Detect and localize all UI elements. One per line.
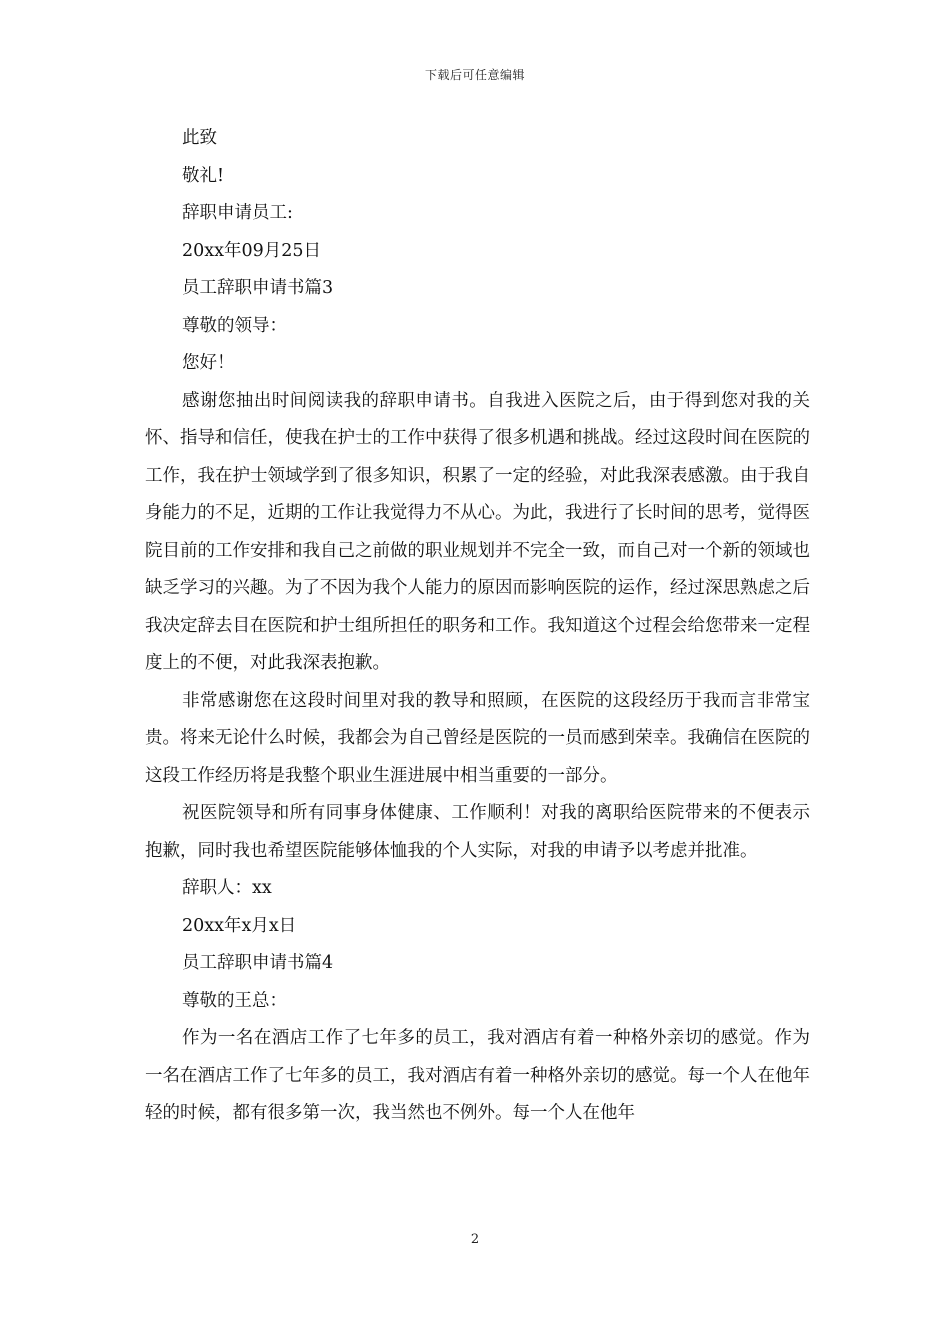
greeting-line: 尊敬的王总： <box>182 990 287 1011</box>
date-line: 20xx年09月25日 <box>182 240 322 261</box>
salutation-line: 敬礼! <box>182 165 225 186</box>
body-paragraph: 作为一名在酒店工作了七年多的员工，我对酒店有着一种格外亲切的感觉。作为一名在酒店工作了七年多的员工，我对酒店有着一种格外亲切的感觉。每一个人在他年轻的时候，都有很多第一次，我当然也不例外。每一个人在他年 <box>145 1028 810 1123</box>
closing-line: 此致 <box>182 128 217 148</box>
signature-line: 辞职人：xx <box>182 878 272 898</box>
section-title: 员工辞职申请书篇4 <box>182 953 334 973</box>
date-line: 20xx年x月x日 <box>182 915 297 936</box>
body-paragraph: 感谢您抽出时间阅读我的辞职申请书。自我进入医院之后，由于得到您对我的关怀、指导和信任，使我在护士的工作中获得了很多机遇和挑战。经过这段时间在医院的工作，我在护士领域学到了很多知识，积累了一定的经验，对此我深表感激。由于我自身能力的不足，近期的工作让我觉得力不从心。为此，我进行了长时间的思考，觉得医院目前的工作安排和我自己之前做的职业规划并不完全一致，而自己对一个新的领域也缺乏学习的兴趣。为了不因为我个人能力的原因而影响医院的运作，经过深思熟虑之后我决定辞去目在医院和护士组所担任的职务和工作。我知道这个过程会给您带来一定程度上的不便，对此我深表抱歉。 <box>145 390 810 673</box>
document-body <box>145 120 810 1133</box>
greeting-line: 您好！ <box>182 353 235 373</box>
body-paragraph: 祝医院领导和所有同事身体健康、工作顺利！对我的离职给医院带来的不便表示抱歉，同时我也希望医院能够体恤我的个人实际，对我的申请予以考虑并批准。 <box>145 803 810 861</box>
page-number: 2 <box>470 1232 480 1247</box>
section-title: 员工辞职申请书篇3 <box>182 278 334 298</box>
page-header: 下载后可任意编辑 <box>424 68 525 82</box>
greeting-line: 尊敬的领导： <box>182 315 287 336</box>
body-paragraph: 非常感谢您在这段时间里对我的教导和照顾，在医院的这段经历于我而言非常宝贵。将来无论什么时候，我都会为自己曾经是医院的一员而感到荣幸。我确信在医院的这段工作经历将是我整个职业生涯进展中相当重要的一部分。 <box>145 690 810 786</box>
signature-label: 辞职申请员工: <box>182 203 293 223</box>
